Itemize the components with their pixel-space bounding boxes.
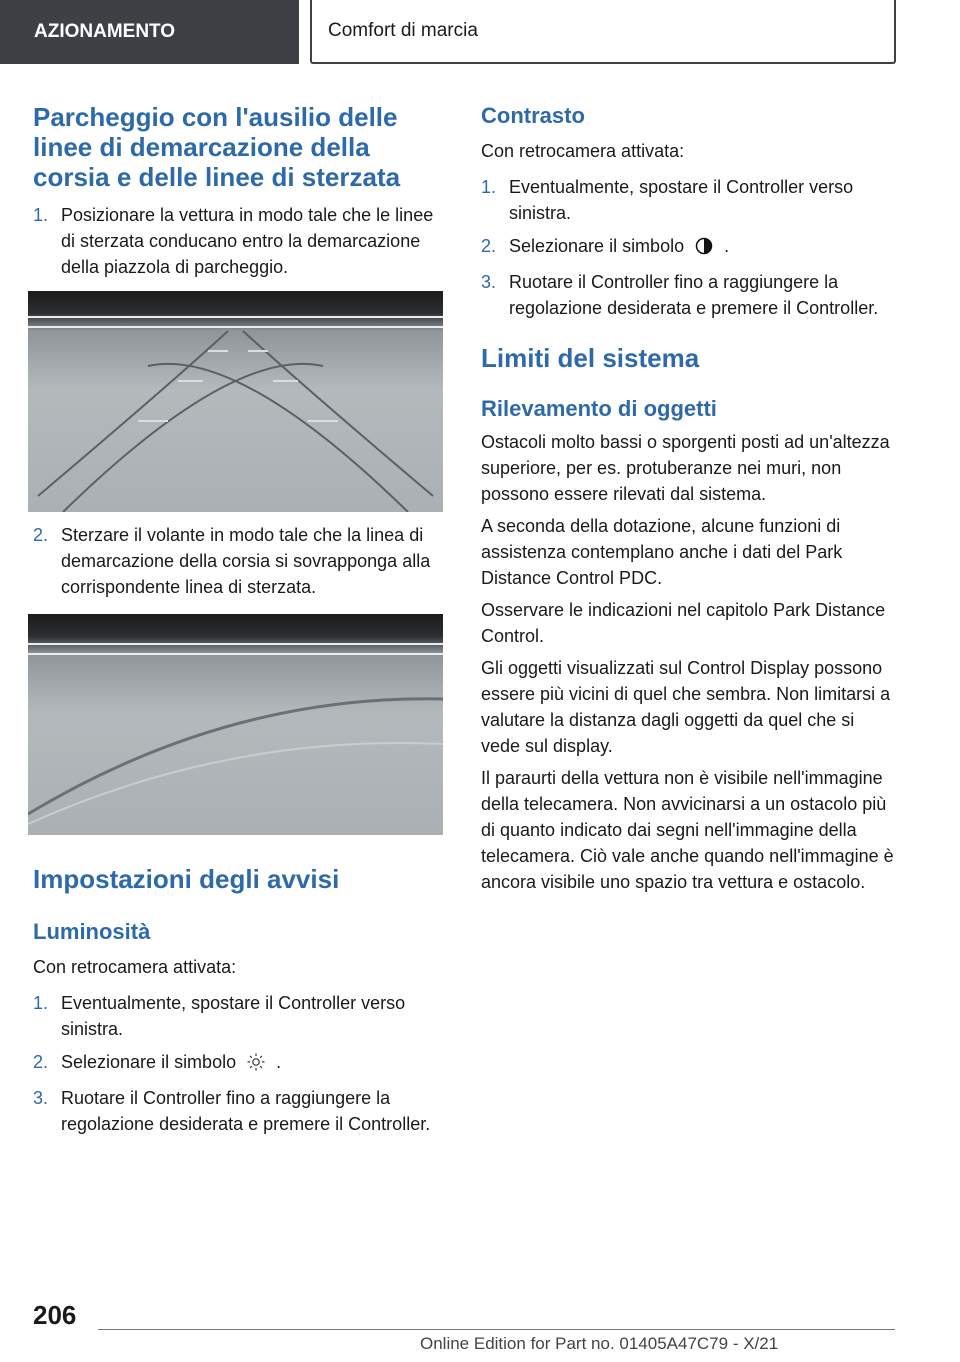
object-detection-text [481,429,895,895]
parking-lines-heading: Parcheggio con l'ausilio delle linee di demarcazione della corsia e delle linee di sterzata [33,102,401,192]
brightness-steps [33,990,445,1137]
paragraph: Gli oggetti visualizzati sul Control Display possono essere più vicini di quel che sembra. Non limitarsi a valutare la distanza dagli oggetti da quel che si vede sul display. [481,658,891,756]
camera-image-steering-lines [28,291,443,512]
parking-steps-a [33,202,445,280]
step-number: 3. [33,1088,49,1108]
page-number: 206 [33,1300,77,1330]
left-column [33,102,445,287]
list-item [33,1049,445,1078]
step-number: 2. [33,1052,49,1072]
list-item [33,202,445,280]
chapter-tab [310,0,896,64]
brightness-intro: Con retrocamera attivata: [33,957,237,977]
step-number: 1. [33,205,49,225]
step-text: Selezionare il simbolo [509,236,685,256]
system-limits-heading: Limiti del sistema [481,343,700,373]
paragraph: Il paraurti della vettura non è visibile nell'immagine della telecamera. Non avvicinarsi a un ostacolo più di quanto indicato dai segni nell'immagine della telecamera. Ciò vale anche quando nell'immagine è ancora visibile uno spazio tra vettura e ostacolo. [481,768,894,892]
step-text-end: . [276,1052,282,1072]
step-number: 2. [481,236,497,256]
step-text: Sterzare il volante in modo tale che la linea di demarcazione della corsia si sovrapponga alla corrispondente linea di sterzata. [61,525,431,597]
list-item [481,233,895,262]
object-detection-heading: Rilevamento di oggetti [481,396,717,421]
list-item [481,269,895,321]
chapter-title: Comfort di marcia [328,20,478,41]
lane-overlay-graphic [28,614,443,835]
list-item [481,174,895,226]
paragraph: Ostacoli molto bassi o sporgenti posti ad un'altezza superiore, per es. protuberanze nei muri, non possono essere rilevati dal sistema. [481,432,890,504]
contrast-icon [695,236,713,262]
list-item [33,522,445,600]
step-text: Eventualmente, spostare il Controller verso sinistra. [509,177,854,223]
contrast-intro: Con retrocamera attivata: [481,141,685,161]
footer-edition: Online Edition for Part no. 01405A47C79 - X/21 [420,1334,779,1353]
contrast-heading: Contrasto [481,103,585,128]
footer-divider [98,1329,895,1330]
paragraph: A seconda della dotazione, alcune funzioni di assistenza contemplano anche i dati del Park Distance Control PDC. [481,516,843,588]
contrast-steps [481,174,895,321]
step-text: Ruotare il Controller fino a raggiungere la regolazione desiderata e premere il Controller. [61,1088,431,1134]
step-number: 1. [481,177,497,197]
left-column-3 [33,864,445,1144]
list-item [33,990,445,1042]
camera-image-lane-overlay [28,614,443,835]
step-number: 1. [33,993,49,1013]
section-tab [0,0,299,64]
warning-settings-heading: Impostazioni degli avvisi [33,864,340,894]
paragraph: Osservare le indicazioni nel capitolo Park Distance Control. [481,600,886,646]
step-text: Posizionare la vettura in modo tale che le linee di sterzata conducano entro la demarcazione della piazzola di parcheggio. [61,205,434,277]
step-number: 2. [33,525,49,545]
step-text: Eventualmente, spostare il Controller verso sinistra. [61,993,406,1039]
brightness-heading: Luminosità [33,919,151,944]
section-title: AZIONAMENTO [34,21,176,42]
list-item [33,1085,445,1137]
sun-icon [247,1052,265,1078]
right-column [481,102,895,895]
step-text-end: . [724,236,730,256]
step-text: Selezionare il simbolo [61,1052,237,1072]
step-text: Ruotare il Controller fino a raggiungere la regolazione desiderata e premere il Controller. [509,272,879,318]
step-number: 3. [481,272,497,292]
steering-lines-graphic [28,291,443,512]
parking-steps-b [33,522,445,600]
left-column-2 [33,522,445,607]
